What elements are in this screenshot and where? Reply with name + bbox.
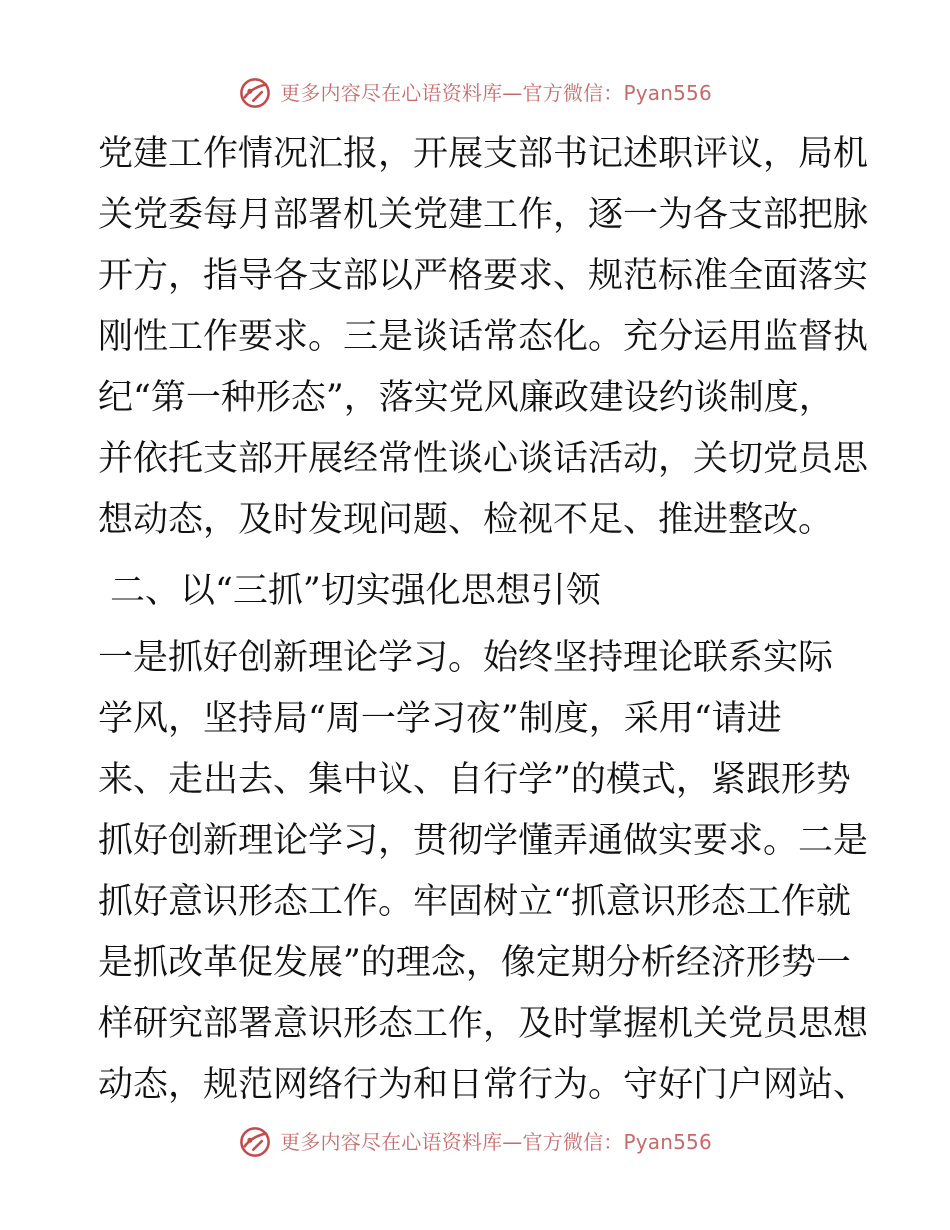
paragraph-1-line-1: 党建工作情况汇报，开展支部书记述职评议，局机 bbox=[98, 134, 869, 174]
paragraph-1-line-7: 想动态，及时发现问题、检视不足、推进整改。 bbox=[98, 500, 834, 540]
paragraph-2-line-4: 抓好创新理论学习，贯彻学懂弄通做实要求。二是 bbox=[98, 821, 869, 861]
watermark-text: 更多内容尽在心语资料库—官方微信：Pyan556 bbox=[280, 1130, 712, 1154]
seal-logo-icon bbox=[238, 76, 272, 110]
footer-watermark bbox=[0, 1125, 950, 1159]
paragraph-1-line-6: 并依托支部开展经常性谈心谈话活动，关切党员思 bbox=[98, 439, 869, 479]
paragraph-1-line-4: 刚性工作要求。三是谈话常态化。充分运用监督执 bbox=[98, 317, 869, 357]
paragraph-2-line-7: 样研究部署意识形态工作，及时掌握机关党员思想 bbox=[98, 1004, 869, 1044]
document-content bbox=[98, 124, 869, 1116]
paragraph-2-line-3: 来、走出去、集中议、自行学”的模式，紧跟形势 bbox=[98, 760, 851, 800]
section-spacer bbox=[98, 551, 858, 561]
paragraph-2-line-5: 抓好意识形态工作。牢固树立“抓意识形态工作就 bbox=[98, 882, 851, 922]
seal-logo-icon bbox=[238, 1125, 272, 1159]
paragraph-1-line-5: 纪“第一种形态”，落实党风廉政建设约谈制度， bbox=[98, 378, 834, 418]
paragraph-1-line-3: 开方，指导各支部以严格要求、规范标准全面落实 bbox=[98, 256, 869, 296]
paragraph-1 bbox=[98, 124, 869, 551]
header-watermark bbox=[0, 76, 950, 110]
paragraph-2-line-6: 是抓改革促发展”的理念，像定期分析经济形势一 bbox=[98, 943, 851, 983]
paragraph-2 bbox=[98, 628, 869, 1116]
section-heading bbox=[98, 561, 858, 622]
paragraph-2-line-8: 动态，规范网络行为和日常行为。守好门户网站、 bbox=[98, 1065, 869, 1105]
paragraph-2-line-1: 一是抓好创新理论学习。始终坚持理论联系实际 bbox=[98, 638, 834, 678]
section-heading-text: 二、以“三抓”切实强化思想引领 bbox=[110, 571, 601, 611]
paragraph-1-line-2: 关党委每月部署机关党建工作，逐一为各支部把脉 bbox=[98, 195, 869, 235]
watermark-text: 更多内容尽在心语资料库—官方微信：Pyan556 bbox=[280, 81, 712, 105]
paragraph-2-line-2: 学风，坚持局“周一学习夜”制度，采用“请进 bbox=[98, 699, 782, 739]
